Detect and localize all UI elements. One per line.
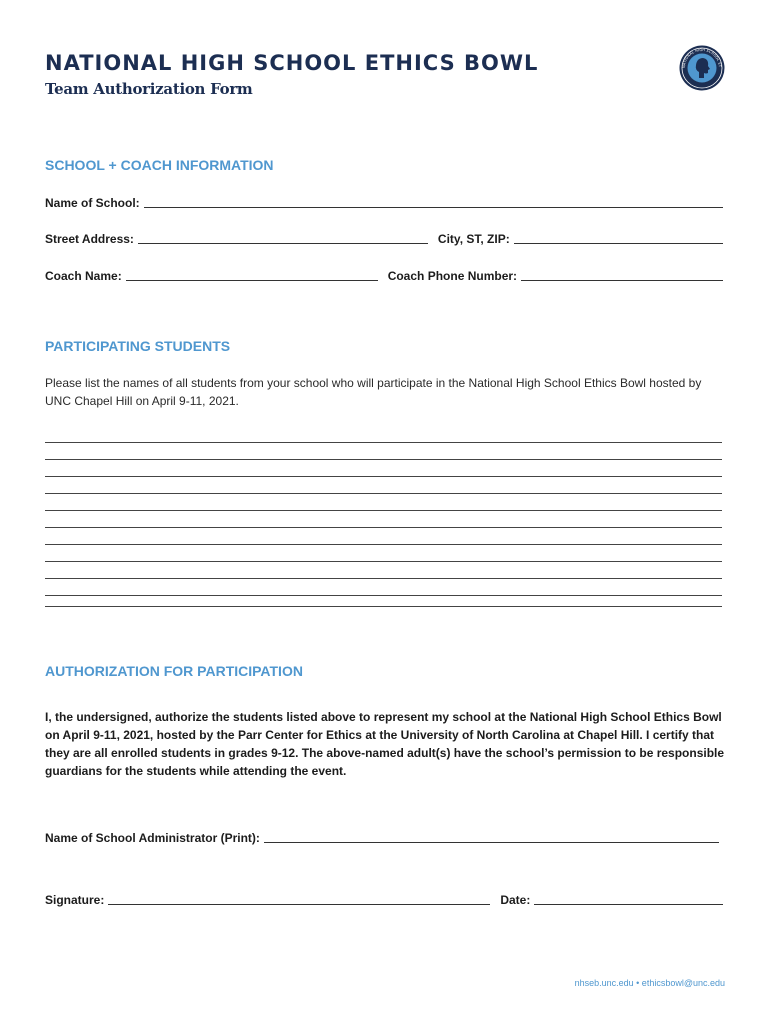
school-coach-heading: SCHOOL + COACH INFORMATION xyxy=(45,157,274,173)
student-name-line[interactable] xyxy=(45,442,722,443)
coach-name-field[interactable] xyxy=(126,280,378,281)
student-name-line[interactable] xyxy=(45,493,722,494)
school-name-label: Name of School: xyxy=(45,196,140,210)
page-title: NATIONAL HIGH SCHOOL ETHICS BOWL xyxy=(45,51,539,75)
student-name-line[interactable] xyxy=(45,578,722,579)
coach-name-label: Coach Name: xyxy=(45,269,122,283)
logo-text: NATIONAL HIGH SCHOOL ET xyxy=(681,47,723,69)
school-name-field[interactable] xyxy=(144,207,723,208)
street-address-field[interactable] xyxy=(138,243,428,244)
school-name-row xyxy=(45,194,723,210)
administrator-field[interactable] xyxy=(264,842,719,843)
date-field[interactable] xyxy=(534,904,723,905)
coach-phone-field[interactable] xyxy=(521,280,723,281)
student-name-line[interactable] xyxy=(45,510,722,511)
form-subtitle: Team Authorization Form xyxy=(45,80,253,98)
student-name-line[interactable] xyxy=(45,561,722,562)
coach-phone-label: Coach Phone Number: xyxy=(387,269,518,283)
footer-contact: nhseb.unc.edu • ethicsbowl@unc.edu xyxy=(574,978,725,988)
authorization-statement: I, the undersigned, authorize the students listed above to represent my school at the National High School Ethics Bowl on April 9-11, 2021, hosted by the Parr Center for Ethics at the University of North Carolina at Chapel Hill. I certify that they are all enrolled students in grades 9-12. The above-named adult(s) have the school’s permission to be responsible guardians for the students while attending the event. xyxy=(45,710,725,778)
ethics-bowl-logo xyxy=(679,45,725,91)
participating-students-heading: PARTICIPATING STUDENTS xyxy=(45,338,231,354)
administrator-row xyxy=(45,829,719,845)
authorization-heading: AUTHORIZATION FOR PARTICIPATION xyxy=(45,663,303,679)
coach-row xyxy=(45,267,723,283)
students-instructions: Please list the names of all students from your school who will participate in the National High School Ethics Bowl hosted by UNC Chapel Hill on April 9-11, 2021. xyxy=(45,376,702,408)
student-name-line[interactable] xyxy=(45,459,722,460)
student-name-line[interactable] xyxy=(45,476,722,477)
date-label: Date: xyxy=(500,893,531,907)
city-st-zip-label: City, ST, ZIP: xyxy=(437,232,510,246)
signature-row xyxy=(45,891,723,907)
signature-label: Signature: xyxy=(45,893,105,907)
student-name-line[interactable] xyxy=(45,527,722,528)
address-row xyxy=(45,230,723,246)
student-name-line[interactable] xyxy=(45,595,722,596)
signature-field[interactable] xyxy=(108,904,490,905)
street-address-label: Street Address: xyxy=(45,232,134,246)
administrator-label: Name of School Administrator (Print): xyxy=(45,831,260,845)
city-st-zip-field[interactable] xyxy=(514,243,723,244)
student-name-line[interactable] xyxy=(45,544,722,545)
student-name-line[interactable] xyxy=(45,606,722,607)
